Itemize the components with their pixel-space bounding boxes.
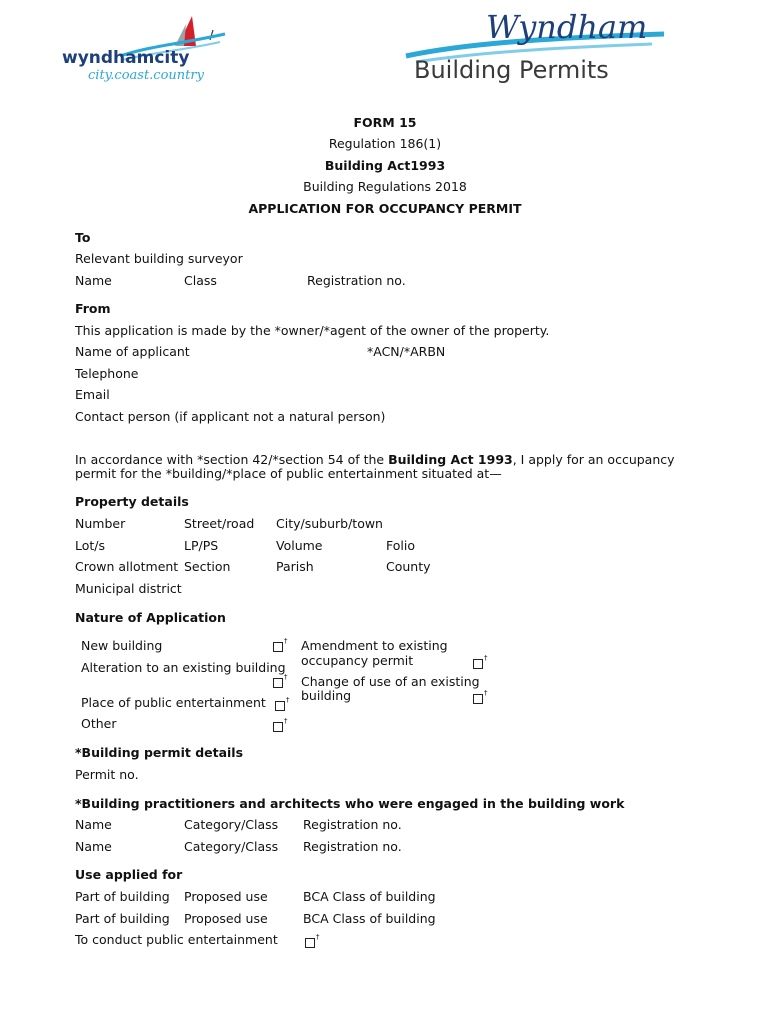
acn-label: *ACN/*ARBN (367, 344, 446, 359)
proposed-use-label: Proposed use (184, 911, 268, 926)
intro-text-a: In accordance with *section 42/*section 54 of the (75, 452, 389, 467)
regulation: Regulation 186(1) (328, 136, 442, 151)
bca-class-label: BCA Class of building (303, 889, 436, 904)
form-number: FORM 15 (353, 115, 417, 130)
logo-building-permits: Building Permits (414, 56, 609, 84)
dagger-mark: † (284, 672, 288, 681)
intro-line-2: permit for the *building/*place of public entertainment situated at— (75, 466, 502, 481)
folio-label: Folio (386, 538, 415, 553)
dagger-mark: † (284, 636, 288, 645)
intro-act-name: Building Act 1993 (388, 452, 513, 467)
to-heading: To (75, 230, 91, 245)
volume-label: Volume (276, 538, 323, 553)
dagger-mark: † (484, 653, 488, 662)
parish-label: Parish (276, 559, 314, 574)
telephone-label: Telephone (75, 366, 139, 381)
dagger-mark: † (484, 688, 488, 697)
regulations: Building Regulations 2018 (303, 179, 467, 194)
property-heading: Property details (75, 494, 189, 509)
alteration-checkbox[interactable] (273, 672, 288, 689)
act: Building Act1993 (324, 158, 446, 173)
contact-label: Contact person (if applicant not a natural person) (75, 409, 386, 424)
practitioner-registration-label: Registration no. (303, 839, 402, 854)
alteration-label: Alteration to an existing building (81, 660, 286, 675)
change-of-use-label-2: building (301, 688, 352, 703)
practitioner-name-label: Name (75, 839, 112, 854)
practitioner-name-label: Name (75, 817, 112, 832)
dagger-mark: † (284, 716, 288, 725)
public-entertainment-checkbox[interactable] (275, 695, 290, 712)
intro-line-1 (75, 452, 675, 467)
use-heading: Use applied for (75, 867, 183, 882)
lot-label: Lot/s (75, 538, 106, 553)
practitioner-registration-label: Registration no. (303, 817, 402, 832)
proposed-use-label: Proposed use (184, 889, 268, 904)
practitioners-heading: *Building practitioners and architects who were engaged in the building work (75, 796, 625, 811)
new-building-checkbox[interactable] (273, 636, 288, 653)
conduct-entertainment-label: To conduct public entertainment (75, 932, 278, 947)
applicant-label: Name of applicant (75, 344, 190, 359)
dagger-mark: † (316, 932, 320, 941)
wyndham-city-logo (60, 12, 230, 90)
page-title: APPLICATION FOR OCCUPANCY PERMIT (248, 201, 522, 216)
lpps-label: LP/PS (184, 538, 219, 553)
dagger-mark: † (286, 695, 290, 704)
conduct-entertainment-checkbox[interactable] (305, 932, 320, 949)
city-label: City/suburb/town (276, 516, 383, 531)
intro-text-b: , I apply for an occupancy (512, 452, 675, 467)
part-of-building-label: Part of building (75, 911, 170, 926)
change-of-use-checkbox[interactable] (473, 688, 488, 705)
building-permits-logo (402, 8, 670, 90)
crown-label: Crown allotment (75, 559, 179, 574)
number-label: Number (75, 516, 126, 531)
other-label: Other (81, 716, 117, 731)
public-entertainment-label: Place of public entertainment (81, 695, 266, 710)
bca-class-label: BCA Class of building (303, 911, 436, 926)
nature-heading: Nature of Application (75, 610, 226, 625)
logo-tagline: city.coast.country (88, 68, 204, 83)
from-heading: From (75, 301, 111, 316)
permit-no-label: Permit no. (75, 767, 139, 782)
amendment-checkbox[interactable] (473, 653, 488, 670)
section-label: Section (184, 559, 231, 574)
practitioner-category-label: Category/Class (184, 817, 279, 832)
to-surveyor: Relevant building surveyor (75, 251, 243, 266)
part-of-building-label: Part of building (75, 889, 170, 904)
to-name-label: Name (75, 273, 112, 288)
amendment-label-1: Amendment to existing (301, 638, 448, 653)
other-checkbox[interactable] (273, 716, 288, 733)
street-label: Street/road (184, 516, 255, 531)
email-label: Email (75, 387, 110, 402)
change-of-use-label-1: Change of use of an existing (301, 674, 480, 689)
municipal-label: Municipal district (75, 581, 182, 596)
new-building-label: New building (81, 638, 163, 653)
permit-heading: *Building permit details (75, 745, 244, 760)
amendment-label-2: occupancy permit (301, 653, 414, 668)
county-label: County (386, 559, 431, 574)
from-statement: This application is made by the *owner/*agent of the owner of the property. (75, 323, 550, 338)
practitioner-category-label: Category/Class (184, 839, 279, 854)
to-registration-label: Registration no. (307, 273, 406, 288)
logo-wordmark: wyndhamcity (62, 48, 190, 68)
logo-wyndham-script: Wyndham (486, 8, 648, 46)
to-class-label: Class (184, 273, 217, 288)
